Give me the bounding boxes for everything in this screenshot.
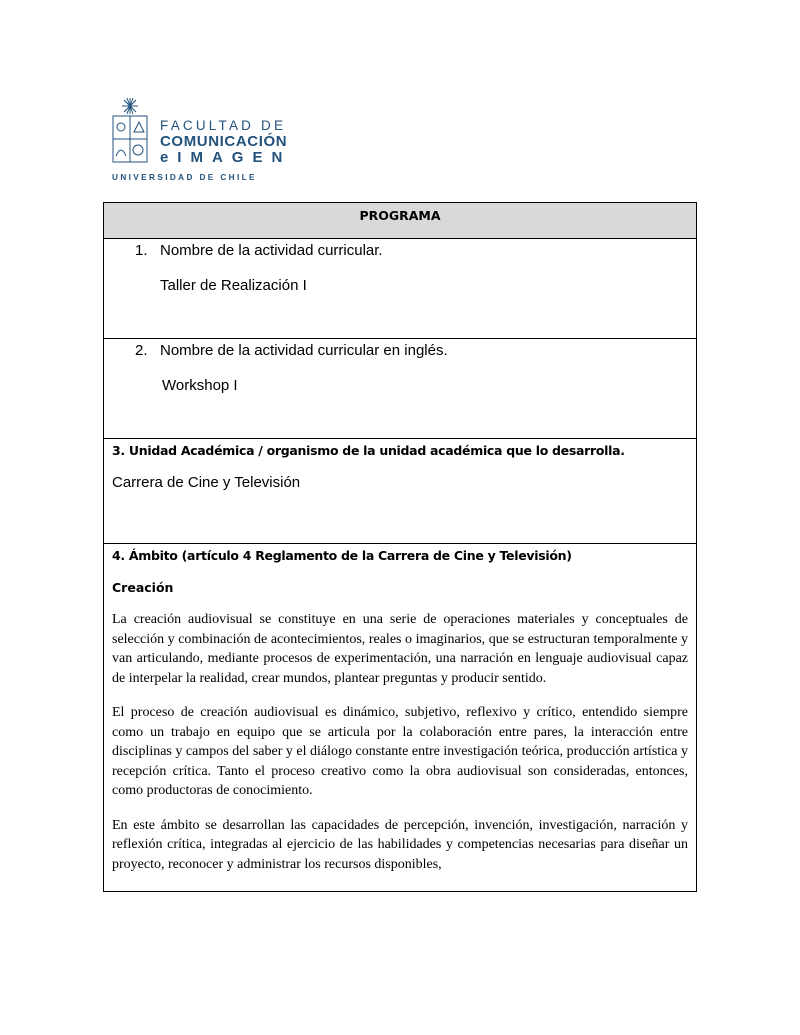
section-2-heading-text: Nombre de la actividad curricular en inglés.: [160, 342, 448, 359]
logo-line-3b: IMAGEN: [177, 149, 292, 166]
logo-university: UNIVERSIDAD DE CHILE: [112, 173, 257, 182]
section-2-number: 2.: [135, 342, 148, 359]
program-table: [103, 202, 697, 892]
section-4: [104, 544, 697, 892]
program-header: PROGRAMA: [104, 203, 697, 239]
section-3-value: Carrera de Cine y Televisión: [112, 474, 301, 491]
faculty-logo: [110, 96, 300, 188]
section-2-value: Workshop I: [162, 377, 238, 394]
section-4-heading: 4. Ámbito (artículo 4 Reglamento de la Carrera de Cine y Televisión): [112, 548, 572, 563]
section-4-paragraph-3: En este ámbito se desarrollan las capacidades de percepción, invención, investigación, narración y reflexión crítica, integradas al ejercicio de las habilidades y competencias necesarias para diseñar un proyecto, reconocer y administrar los recursos disponibles,: [112, 817, 688, 872]
section-1-value: Taller de Realización I: [160, 277, 307, 294]
logo-line-3a: e: [160, 149, 169, 166]
section-1-number: 1.: [135, 242, 148, 259]
section-1: [104, 239, 697, 339]
section-3: [104, 439, 697, 544]
logo-line-2: COMUNICACIÓN: [160, 133, 288, 150]
section-1-heading: [104, 239, 696, 259]
section-4-paragraph-2: El proceso de creación audiovisual es dinámico, subjetivo, reflexivo y crítico, entendido siempre como un trabajo en equipo que se articula por la colaboración entre pares, la interacción entre disciplinas y campos del saber y el diálogo constante entre investigación teórica, producción artística y recepción crítica. Tanto el proceso creativo como la obra audiovisual son consideradas, entonces, como productoras de conocimiento.: [112, 705, 688, 798]
logo-line-3: [160, 149, 291, 166]
section-2: [104, 339, 697, 439]
section-4-paragraph-1: La creación audiovisual se constituye en una serie de operaciones materiales y conceptuales de selección y combinación de acontecimientos, reales o imaginarios, que se estructuran temporalmente y van articulando, mediante procesos de experimentación, una narración en lenguaje audiovisual capaz de interpelar la realidad, crear mundos, plantear preguntas y producir sentido.: [112, 612, 688, 686]
section-3-heading: 3. Unidad Académica / organismo de la unidad académica que lo desarrolla.: [112, 443, 625, 458]
logo-line-1: FACULTAD DE: [160, 118, 287, 133]
section-1-heading-text: Nombre de la actividad curricular.: [160, 242, 383, 259]
section-2-heading: [104, 339, 696, 359]
university-crest-icon: [110, 96, 150, 168]
section-4-subheading: Creación: [112, 580, 174, 595]
